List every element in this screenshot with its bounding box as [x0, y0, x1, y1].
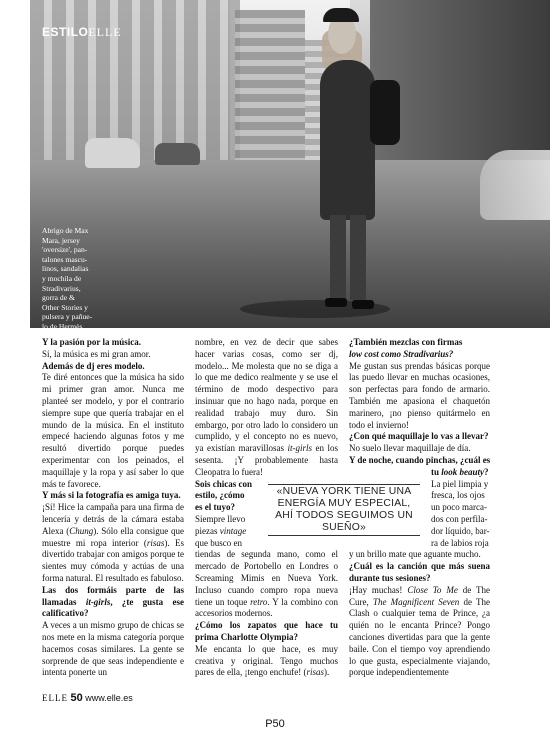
question-italic: look beauty [441, 466, 485, 477]
interview-question: Y de noche, cuando pinchas, ¿cuál es [349, 454, 491, 465]
interview-answer: dor líquido, bar- [431, 525, 490, 536]
answer-italic: vintage [219, 525, 247, 536]
question-text: tu [431, 466, 442, 477]
question-text: ? [484, 466, 489, 477]
question-text: Las dos formáis parte de las llamadas [42, 584, 184, 607]
footer-brand: ELLE [42, 693, 68, 703]
caption-line: talones mascu- [42, 254, 88, 264]
photo-building-center [235, 10, 305, 160]
caption-line: gorra de & [42, 293, 75, 303]
interview-question: ¿Cómo los zapatos que hace tu prima Charlotte Olympia? [195, 620, 338, 642]
interview-answer: A veces a un mismo grupo de chicas se nos mete en la misma categoría porque hacemos cosas similares. La gente se sorprende de que seas independiente e intenta ponerte un [42, 620, 184, 678]
answer-italic: risas [146, 537, 165, 548]
caption-line: pulsera y pañue- [42, 312, 93, 322]
caption-line: linos, sandalias [42, 264, 89, 274]
interview-answer [195, 644, 338, 679]
photo-car [85, 138, 140, 168]
model-coat [320, 60, 375, 220]
section-prefix: ESTILO [42, 25, 89, 39]
answer-text: ¡Sí! Hice la campaña para una firma de lencería y detrás de la cámara estaba Alexa ( [42, 502, 184, 536]
article-column-3 [349, 337, 490, 679]
pull-quote: «NUEVA YORK TIENE UNA ENERGÍA MUY ESPECIAL, AHÍ TODOS SEGUIMOS UN SUEÑO» [268, 484, 420, 536]
interview-answer [195, 337, 338, 479]
interview-question: ¿Cuál es la canción que más suena durante tus sesiones? [349, 561, 490, 583]
photo-car-blurred [480, 150, 550, 220]
interview-question: low cost como Stradivarius? [349, 348, 454, 359]
caption-line: Stradivarius, [42, 283, 81, 293]
interview-answer: un poco marca- [431, 502, 487, 513]
interview-answer: ra de labios roja [431, 537, 489, 548]
interview-answer: Me gustan sus prendas básicas porque las puedo llevar en muchas ocasiones, son perfectas para fondo de armario. También me apasiona el chaquetón marinero, ¡no pienso quitármelo en todo el invierno! [349, 360, 490, 430]
footer-url[interactable]: www.elle.es [85, 693, 133, 703]
answer-text: Me encanta lo que hace, es muy creativa y original. Tengo muchos pares de ella, ¡tengo enchufe! ( [195, 643, 338, 678]
article-column-1 [42, 337, 184, 679]
interview-question: es el tuyo? [195, 502, 235, 513]
answer-text: en los sesenta. ¡Y probablemente hasta Cleopatra lo fuera! [195, 443, 338, 477]
caption-line: Abrigo de Max [42, 226, 89, 235]
answer-text: ). Sólo ella consigue que muestre mi ropa interior ( [42, 525, 184, 548]
answer-italic: risas [306, 667, 324, 678]
interview-answer: No suelo llevar maquillaje de día. [349, 443, 471, 454]
interview-question: Sois chicas con [195, 478, 253, 489]
interview-answer: fresca, los ojos [431, 490, 485, 501]
interview-answer: que busco en [195, 537, 242, 548]
model-sandal [352, 300, 374, 309]
answer-text: . Y la combino con accesorios modernos. [195, 596, 338, 619]
answer-italic: Close To Me [407, 584, 458, 595]
caption-line: lo de Hermès. [42, 321, 85, 331]
interview-question: estilo, ¿cómo [195, 490, 245, 501]
interview-question: ¿Con qué maquillaje lo vas a llevar? [349, 431, 489, 442]
answer-text: piezas [195, 525, 220, 536]
interview-question [349, 467, 490, 479]
caption-line: Mara, jersey [42, 235, 80, 245]
interview-answer [195, 526, 267, 538]
model-backpack [370, 80, 400, 145]
answer-text: nombre, en vez de decir que sabes hacer varias cosas, como ser dj, modelo... Me molesta que no se diga a lo que me dedico realmente y se use el término de modo despectivo para insinuar que no hago nada, porque en realidad trabajo muy duro. Sin embargo, por otro lado lo considero un cumplido, y el concepto no es nuevo, ya existían maravillosas [195, 337, 338, 454]
interview-answer [349, 585, 490, 679]
question-italic: it-girls [85, 596, 111, 607]
model-cap [323, 8, 359, 22]
interview-answer: dos con perfila- [431, 513, 488, 524]
answer-text: ). [323, 667, 330, 678]
page-number: 50 [70, 692, 83, 704]
answer-italic: retro [250, 596, 268, 607]
interview-answer: Sí, la música es mi gran amor. [42, 348, 151, 359]
photo-caption [42, 226, 114, 332]
model-trousers [330, 215, 366, 300]
answer-italic: it-girls [287, 443, 312, 454]
caption-line: Other Stories y [42, 302, 88, 312]
interview-answer [42, 502, 184, 585]
answer-text: de The Clash o cualquier tema de Prince, ¿a quién no le encanta Prince? Pongo canciones divertidas para que la gente baile. Con el tiempo voy aprendiendo lo que gusta, especialmente viajando, porque independientemente [349, 596, 490, 678]
caption-line: 'oversize', pan- [42, 245, 88, 255]
page-label: P50 [265, 718, 285, 730]
photo-car [155, 143, 200, 165]
answer-italic: Chung [69, 525, 94, 536]
section-brand: ELLE [88, 25, 122, 39]
page-footer [42, 692, 133, 704]
interview-answer: La piel limpia y [431, 478, 489, 489]
section-logo [42, 25, 122, 40]
answer-text: ). Es divertido trabajar con amigos porque te sientes muy cómoda y actúas de una forma natural. El resultado es fabuloso. [42, 537, 184, 583]
interview-answer: Te diré entonces que la música ha sido mi primer gran amor. Nunca me planteé ser modelo, y por el contrario siempre supe que quería trabajar en el mundo de la música. En el instituto empecé haciendo algunas fotos y me resultó divertido porque puedes experimentar con los peinados, el maquillaje y la ropa y así saber lo que más te favorece. [42, 372, 184, 489]
interview-question: Además de dj eres modelo. [42, 360, 145, 371]
interview-answer: Siempre llevo [195, 513, 246, 524]
interview-answer [195, 549, 338, 620]
interview-question: Y la pasión por la música. [42, 337, 142, 347]
answer-text: de The Cure, [349, 584, 491, 607]
answer-text: ¡Hay muchas! [349, 584, 408, 595]
question-text: , ¿te gusta ese calificativo? [42, 596, 184, 619]
answer-italic: The Magnificent Seven [372, 596, 460, 607]
interview-question [42, 585, 184, 620]
interview-question: Y más si la fotografía es amiga tuya. [42, 490, 181, 501]
caption-line: y mochila de [42, 273, 82, 283]
interview-answer: y un brillo mate que aguante mucho. [349, 549, 481, 560]
model-sandal [325, 298, 347, 307]
answer-text: tiendas de segunda mano, como el mercado de Portobello en Londres o Screaming Mimis en Nueva York. Incluso cuando compro ropa nueva tiene un toque [195, 549, 338, 607]
interview-question: ¿También mezclas con firmas [349, 337, 463, 347]
